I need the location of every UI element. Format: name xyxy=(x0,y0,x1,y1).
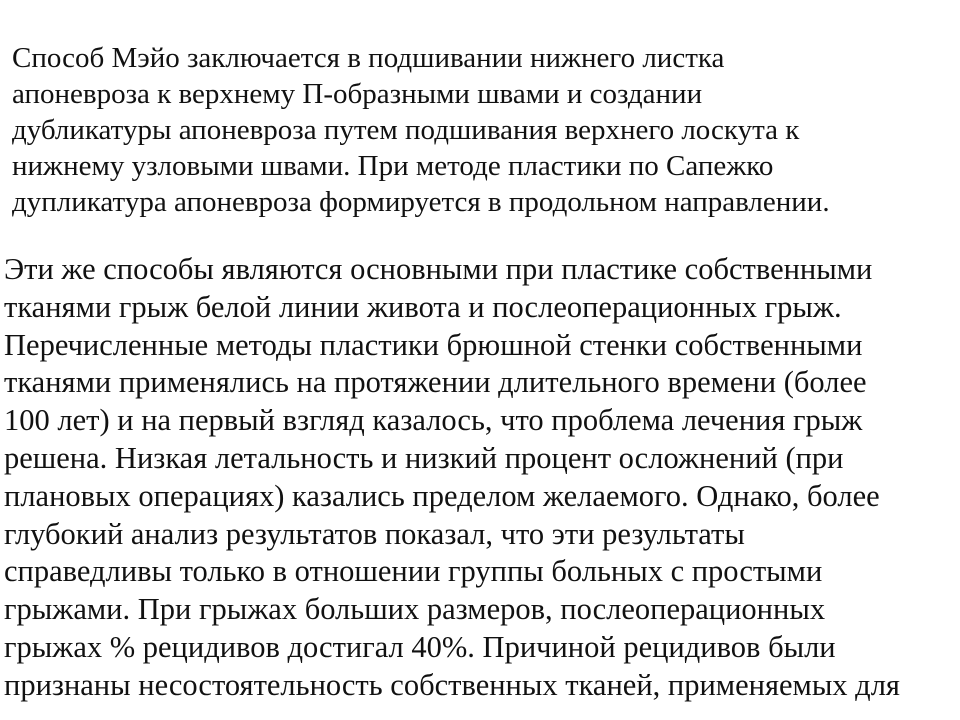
text-line: решена. Низкая летальность и низкий процент осложнений (при xyxy=(4,440,844,475)
text-line: грыжами. При грыжах больших размеров, послеоперационных xyxy=(4,592,826,627)
text-line: признаны несостоятельность собственных тканей, применяемых для xyxy=(4,667,900,702)
text-line: дубликатуры апоневроза путем подшивания верхнего лоскута к xyxy=(12,114,800,146)
text-line: Способ Мэйо заключается в подшивании нижнего листка xyxy=(12,42,725,74)
text-line: тканями применялись на протяжении длительного времени (более xyxy=(4,365,867,400)
paragraph-mayo-method xyxy=(12,40,830,220)
text-line: нижнему узловыми швами. При методе пластики по Сапежко xyxy=(12,150,774,182)
text-line: Эти же способы являются основными при пластике собственными xyxy=(4,252,873,286)
paragraph-hernia-plasty xyxy=(4,251,900,705)
text-line: глубокий анализ результатов показал, что эти результаты xyxy=(4,516,745,551)
text-line: плановых операциях) казались пределом желаемого. Однако, более xyxy=(4,478,880,513)
text-line: дупликатура апоневроза формируется в продольном направлении. xyxy=(12,186,830,218)
text-line: Перечисленные методы пластики брюшной стенки собственными xyxy=(4,327,863,362)
text-line: апоневроза к верхнему П-образными швами и создании xyxy=(12,78,703,110)
text-line: 100 лет) и на первый взгляд казалось, что проблема лечения грыж xyxy=(4,403,863,438)
text-line: справедливы только в отношении группы больных с простыми xyxy=(4,554,823,589)
text-line: тканями грыж белой линии живота и послеоперационных грыж. xyxy=(4,289,842,324)
text-line: грыжах % рецидивов достигал 40%. Причиной рецидивов были xyxy=(4,629,836,664)
